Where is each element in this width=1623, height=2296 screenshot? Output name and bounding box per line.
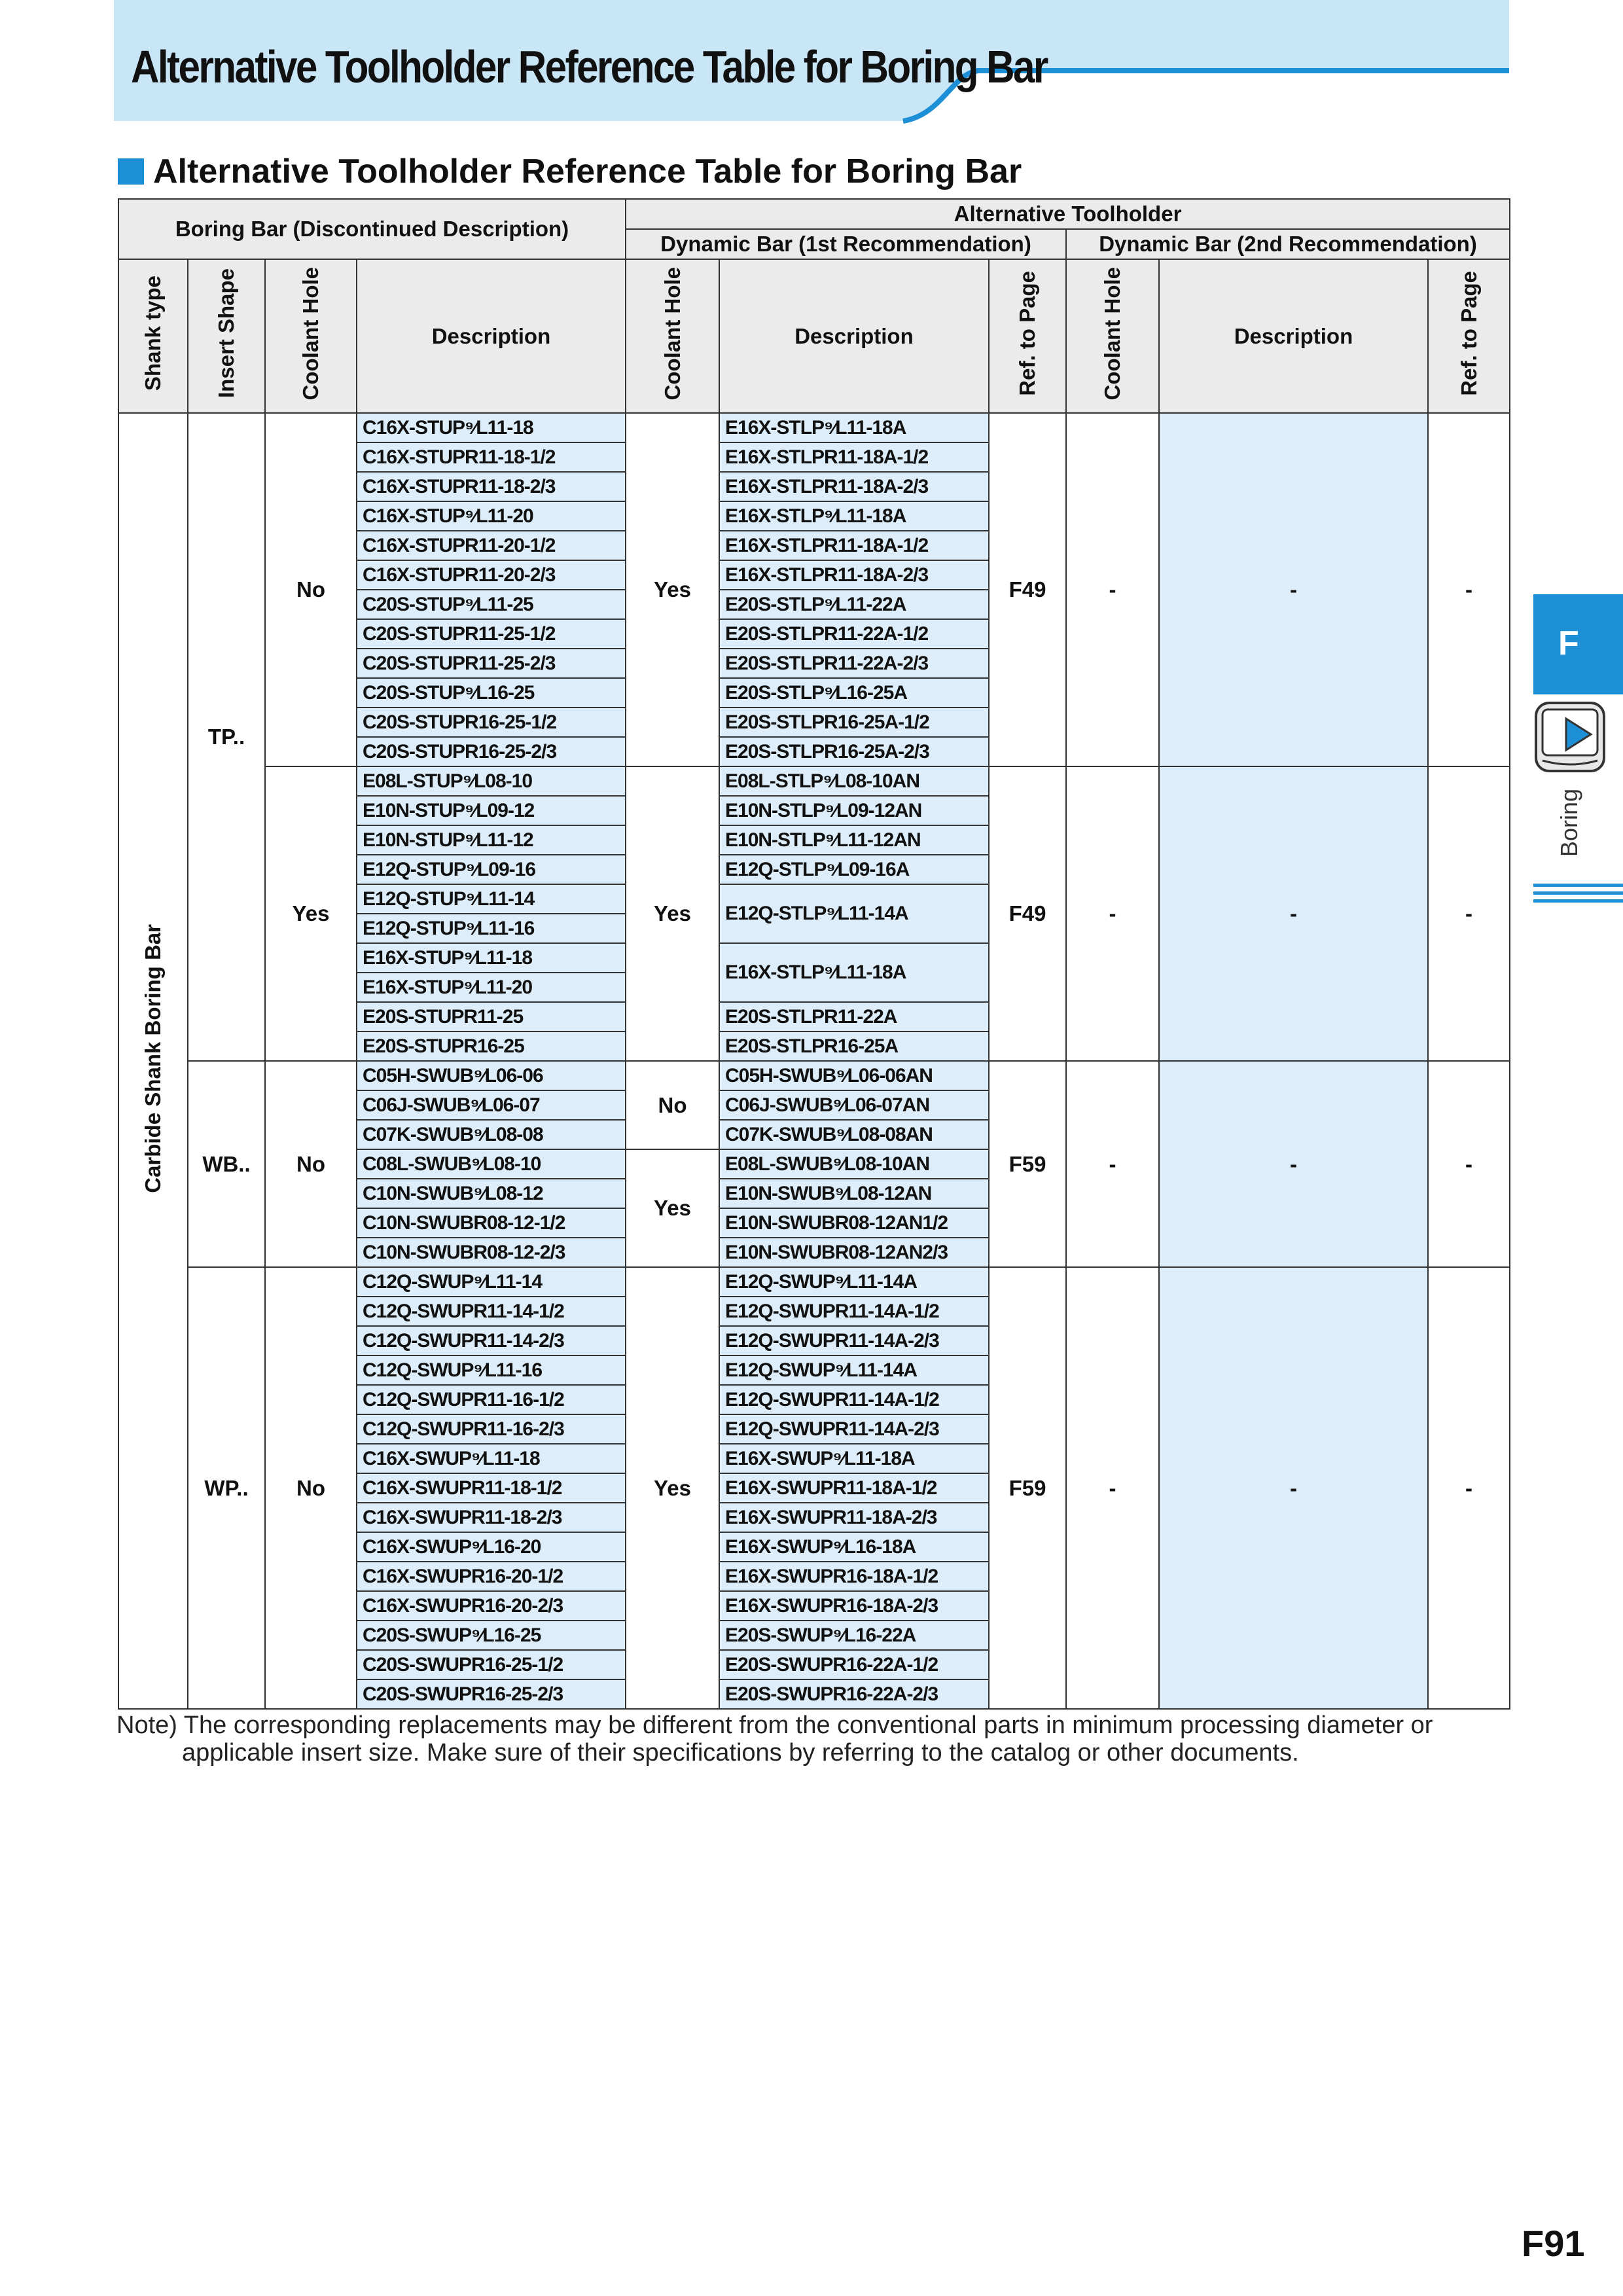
new-description: E20S-STLPR11-22A-1/2 bbox=[719, 619, 989, 649]
new-description: C06J-SWUB⁹⁄L06-07AN bbox=[719, 1090, 989, 1120]
new-description: E16X-STLPR11-18A-1/2 bbox=[719, 531, 989, 560]
coolant-hole-2nd: - bbox=[1066, 1267, 1159, 1709]
old-description: E12Q-STUP⁹⁄L11-16 bbox=[357, 914, 626, 943]
coolant-hole-1st: No bbox=[626, 1061, 719, 1149]
old-description: C20S-STUP⁹⁄L11-25 bbox=[357, 590, 626, 619]
ref-page-2nd: - bbox=[1428, 1267, 1510, 1709]
new-description: E10N-SWUBR08-12AN2/3 bbox=[719, 1238, 989, 1267]
new-description: E20S-STLPR11-22A-2/3 bbox=[719, 649, 989, 678]
col-header-description: Description bbox=[357, 259, 626, 413]
old-description: E10N-STUP⁹⁄L09-12 bbox=[357, 796, 626, 825]
new-description: E16X-SWUP⁹⁄L16-18A bbox=[719, 1532, 989, 1562]
table-row bbox=[118, 1061, 1510, 1090]
new-description: E16X-SWUPR11-18A-2/3 bbox=[719, 1503, 989, 1532]
chapter-tab bbox=[1533, 594, 1623, 694]
old-description: C16X-SWUPR11-18-1/2 bbox=[357, 1473, 626, 1503]
subheader-first-recommendation: Dynamic Bar (1st Recommendation) bbox=[626, 229, 1066, 259]
footnote bbox=[116, 1712, 1433, 1767]
old-description: C12Q-SWUPR11-16-1/2 bbox=[357, 1385, 626, 1414]
old-description: E16X-STUP⁹⁄L11-20 bbox=[357, 973, 626, 1002]
insert-shape-cell: TP.. bbox=[188, 413, 265, 1061]
group-header-alternative: Alternative Toolholder bbox=[626, 199, 1510, 229]
new-description: C05H-SWUB⁹⁄L06-06AN bbox=[719, 1061, 989, 1090]
new-description: E08L-STLP⁹⁄L08-10AN bbox=[719, 766, 989, 796]
description-2nd: - bbox=[1159, 413, 1428, 766]
old-description: C06J-SWUB⁹⁄L06-07 bbox=[357, 1090, 626, 1120]
new-description: E16X-STLPR11-18A-1/2 bbox=[719, 442, 989, 472]
section-square-icon bbox=[118, 158, 144, 185]
section-title bbox=[118, 152, 1022, 191]
new-description: E10N-STLP⁹⁄L09-12AN bbox=[719, 796, 989, 825]
old-description: C16X-STUPR11-20-1/2 bbox=[357, 531, 626, 560]
col-header-shank-type: Shank type bbox=[118, 259, 188, 413]
table-row bbox=[118, 766, 1510, 796]
coolant-hole-1st: Yes bbox=[626, 1267, 719, 1709]
page-header bbox=[0, 0, 1623, 131]
old-description: C16X-SWUPR11-18-2/3 bbox=[357, 1503, 626, 1532]
old-description: C20S-STUP⁹⁄L16-25 bbox=[357, 678, 626, 708]
old-description: C10N-SWUBR08-12-1/2 bbox=[357, 1208, 626, 1238]
old-description: E20S-STUPR11-25 bbox=[357, 1002, 626, 1031]
new-description: E12Q-STLP⁹⁄L11-14A bbox=[719, 884, 989, 943]
coolant-hole-cell: No bbox=[265, 413, 357, 766]
old-description: C16X-SWUP⁹⁄L16-20 bbox=[357, 1532, 626, 1562]
new-description: E16X-STLP⁹⁄L11-18A bbox=[719, 943, 989, 1002]
old-description: C16X-STUPR11-18-1/2 bbox=[357, 442, 626, 472]
group-header-boring-bar: Boring Bar (Discontinued Description) bbox=[118, 199, 626, 259]
new-description: E08L-SWUB⁹⁄L08-10AN bbox=[719, 1149, 989, 1179]
chapter-bars bbox=[1533, 884, 1623, 907]
new-description: E16X-SWUPR11-18A-1/2 bbox=[719, 1473, 989, 1503]
ref-page-1st: F49 bbox=[989, 766, 1066, 1061]
table-row bbox=[118, 1267, 1510, 1297]
col-header-description-1st: Description bbox=[719, 259, 989, 413]
old-description: E16X-STUP⁹⁄L11-18 bbox=[357, 943, 626, 973]
page-title: Alternative Toolholder Reference Table for Boring Bar bbox=[131, 41, 1047, 92]
old-description: C10N-SWUB⁹⁄L08-12 bbox=[357, 1179, 626, 1208]
old-description: C12Q-SWUPR11-16-2/3 bbox=[357, 1414, 626, 1444]
col-header-insert-shape: Insert Shape bbox=[188, 259, 265, 413]
old-description: C16X-SWUPR16-20-2/3 bbox=[357, 1591, 626, 1621]
coolant-hole-1st: Yes bbox=[626, 1149, 719, 1267]
new-description: E10N-STLP⁹⁄L11-12AN bbox=[719, 825, 989, 855]
insert-shape-cell: WP.. bbox=[188, 1267, 265, 1709]
old-description: C16X-STUP⁹⁄L11-20 bbox=[357, 501, 626, 531]
coolant-hole-1st: Yes bbox=[626, 413, 719, 766]
footnote-line-1: Note) The corresponding replacements may be different from the conventional parts in minimum processing diameter or bbox=[116, 1712, 1433, 1739]
old-description: C16X-SWUPR16-20-1/2 bbox=[357, 1562, 626, 1591]
old-description: C20S-STUPR11-25-2/3 bbox=[357, 649, 626, 678]
new-description: E12Q-STLP⁹⁄L09-16A bbox=[719, 855, 989, 884]
old-description: C20S-SWUP⁹⁄L16-25 bbox=[357, 1621, 626, 1650]
new-description: E12Q-SWUPR11-14A-2/3 bbox=[719, 1326, 989, 1355]
old-description: C07K-SWUB⁹⁄L08-08 bbox=[357, 1120, 626, 1149]
new-description: E12Q-SWUPR11-14A-2/3 bbox=[719, 1414, 989, 1444]
coolant-hole-cell: No bbox=[265, 1061, 357, 1267]
section-title-text: Alternative Toolholder Reference Table for Boring Bar bbox=[153, 152, 1022, 190]
new-description: E20S-STLPR16-25A-1/2 bbox=[719, 708, 989, 737]
footnote-line-2: applicable insert size. Make sure of their specifications by referring to the catalog or other documents. bbox=[182, 1739, 1299, 1767]
coolant-hole-2nd: - bbox=[1066, 1061, 1159, 1267]
new-description: E16X-SWUPR16-18A-1/2 bbox=[719, 1562, 989, 1591]
new-description: E10N-SWUBR08-12AN1/2 bbox=[719, 1208, 989, 1238]
ref-page-1st: F49 bbox=[989, 413, 1066, 766]
old-description: E12Q-STUP⁹⁄L11-14 bbox=[357, 884, 626, 914]
old-description: C12Q-SWUPR11-14-1/2 bbox=[357, 1297, 626, 1326]
old-description: C16X-STUPR11-18-2/3 bbox=[357, 472, 626, 501]
coolant-hole-2nd: - bbox=[1066, 766, 1159, 1061]
new-description: E12Q-SWUP⁹⁄L11-14A bbox=[719, 1355, 989, 1385]
new-description: E16X-STLP⁹⁄L11-18A bbox=[719, 413, 989, 442]
old-description: C20S-SWUPR16-25-2/3 bbox=[357, 1679, 626, 1709]
ref-page-1st: F59 bbox=[989, 1267, 1066, 1709]
new-description: E20S-STLP⁹⁄L11-22A bbox=[719, 590, 989, 619]
new-description: E20S-SWUPR16-22A-1/2 bbox=[719, 1650, 989, 1679]
chapter-tab-letter: F bbox=[1558, 624, 1579, 662]
old-description: C10N-SWUBR08-12-2/3 bbox=[357, 1238, 626, 1267]
old-description: E20S-STUPR16-25 bbox=[357, 1031, 626, 1061]
new-description: E12Q-SWUP⁹⁄L11-14A bbox=[719, 1267, 989, 1297]
new-description: E16X-SWUP⁹⁄L11-18A bbox=[719, 1444, 989, 1473]
ref-page-2nd: - bbox=[1428, 766, 1510, 1061]
col-header-coolant-hole: Coolant Hole bbox=[265, 259, 357, 413]
new-description: E12Q-SWUPR11-14A-1/2 bbox=[719, 1297, 989, 1326]
col-header-coolant-hole-1st: Coolant Hole bbox=[626, 259, 719, 413]
old-description: C16X-STUP⁹⁄L11-18 bbox=[357, 413, 626, 442]
old-description: C16X-SWUP⁹⁄L11-18 bbox=[357, 1444, 626, 1473]
new-description: E16X-STLPR11-18A-2/3 bbox=[719, 472, 989, 501]
old-description: C16X-STUPR11-20-2/3 bbox=[357, 560, 626, 590]
old-description: C12Q-SWUP⁹⁄L11-16 bbox=[357, 1355, 626, 1385]
col-header-description-2nd: Description bbox=[1159, 259, 1428, 413]
old-description: C20S-SWUPR16-25-1/2 bbox=[357, 1650, 626, 1679]
new-description: E20S-STLP⁹⁄L16-25A bbox=[719, 678, 989, 708]
new-description: E20S-SWUP⁹⁄L16-22A bbox=[719, 1621, 989, 1650]
reference-table bbox=[118, 198, 1509, 1710]
new-description: E12Q-SWUPR11-14A-1/2 bbox=[719, 1385, 989, 1414]
old-description: C08L-SWUB⁹⁄L08-10 bbox=[357, 1149, 626, 1179]
new-description: E20S-SWUPR16-22A-2/3 bbox=[719, 1679, 989, 1709]
ref-page-2nd: - bbox=[1428, 1061, 1510, 1267]
new-description: E20S-STLPR11-22A bbox=[719, 1002, 989, 1031]
new-description: E10N-SWUB⁹⁄L08-12AN bbox=[719, 1179, 989, 1208]
old-description: C05H-SWUB⁹⁄L06-06 bbox=[357, 1061, 626, 1090]
subheader-second-recommendation: Dynamic Bar (2nd Recommendation) bbox=[1066, 229, 1510, 259]
new-description: E20S-STLPR16-25A-2/3 bbox=[719, 737, 989, 766]
old-description: C12Q-SWUP⁹⁄L11-14 bbox=[357, 1267, 626, 1297]
coolant-hole-1st: Yes bbox=[626, 766, 719, 1061]
chapter-label: Boring bbox=[1556, 789, 1582, 857]
description-2nd: - bbox=[1159, 1267, 1428, 1709]
shank-type-cell: Carbide Shank Boring Bar bbox=[118, 413, 188, 1709]
table-row bbox=[118, 413, 1510, 442]
old-description: C20S-STUPR16-25-1/2 bbox=[357, 708, 626, 737]
coolant-hole-cell: Yes bbox=[265, 766, 357, 1061]
old-description: C20S-STUPR16-25-2/3 bbox=[357, 737, 626, 766]
old-description: C12Q-SWUPR11-14-2/3 bbox=[357, 1326, 626, 1355]
old-description: C20S-STUPR11-25-1/2 bbox=[357, 619, 626, 649]
coolant-hole-cell: No bbox=[265, 1267, 357, 1709]
col-header-coolant-hole-2nd: Coolant Hole bbox=[1066, 259, 1159, 413]
boring-tool-icon bbox=[1533, 700, 1607, 774]
coolant-hole-2nd: - bbox=[1066, 413, 1159, 766]
old-description: E10N-STUP⁹⁄L11-12 bbox=[357, 825, 626, 855]
old-description: E12Q-STUP⁹⁄L09-16 bbox=[357, 855, 626, 884]
insert-shape-cell: WB.. bbox=[188, 1061, 265, 1267]
new-description: E16X-SWUPR16-18A-2/3 bbox=[719, 1591, 989, 1621]
ref-page-1st: F59 bbox=[989, 1061, 1066, 1267]
new-description: E16X-STLPR11-18A-2/3 bbox=[719, 560, 989, 590]
description-2nd: - bbox=[1159, 1061, 1428, 1267]
new-description: C07K-SWUB⁹⁄L08-08AN bbox=[719, 1120, 989, 1149]
ref-page-2nd: - bbox=[1428, 413, 1510, 766]
col-header-ref-page-1st: Ref. to Page bbox=[989, 259, 1066, 413]
old-description: E08L-STUP⁹⁄L08-10 bbox=[357, 766, 626, 796]
new-description: E16X-STLP⁹⁄L11-18A bbox=[719, 501, 989, 531]
page-number: F91 bbox=[1522, 2223, 1585, 2264]
col-header-ref-page-2nd: Ref. to Page bbox=[1428, 259, 1510, 413]
new-description: E20S-STLPR16-25A bbox=[719, 1031, 989, 1061]
description-2nd: - bbox=[1159, 766, 1428, 1061]
